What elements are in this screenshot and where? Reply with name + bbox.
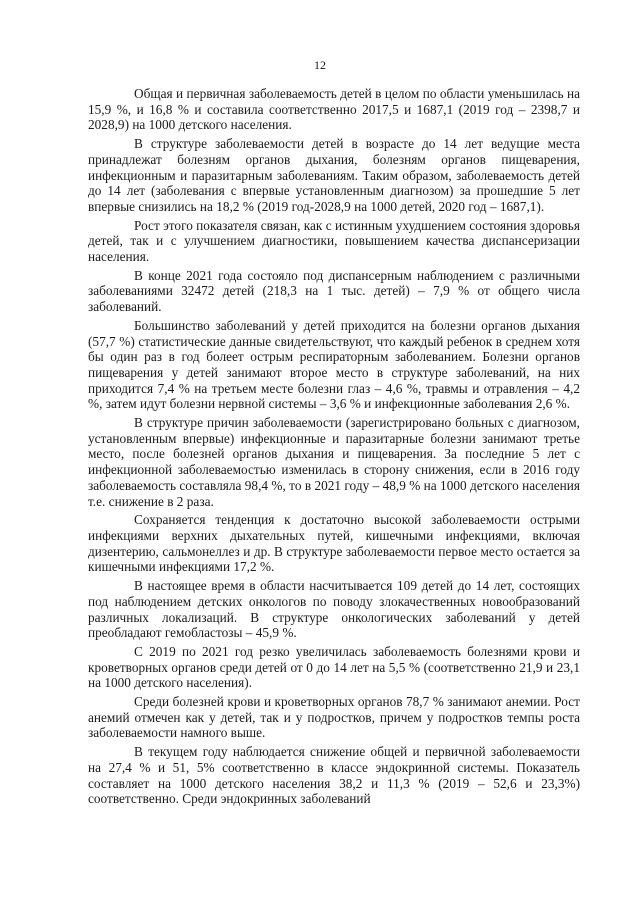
paragraph: В настоящее время в области насчитывается 109 детей до 14 лет, состоящих под наблюдением детских онкологов по поводу злокачественных новообразований различных локализаций. В структуре онкологических заболеваний у детей преобладают гемобластозы – 45,9 %. — [88, 578, 580, 641]
paragraph: Рост этого показателя связан, как с истинным ухудшением состояния здоровья детей, так и с улучшением диагностики, повышением качества диспансеризации населения. — [88, 217, 580, 265]
body-text — [88, 86, 580, 810]
paragraph: Среди болезней крови и кроветворных органов 78,7 % занимают анемии. Рост анемий отмечен как у детей, так и у подростков, причем у подростков темпы роста заболеваемости намного выше. — [88, 694, 580, 741]
paragraph: В структуре заболеваемости детей в возрасте до 14 лет ведущие места принадлежат болезням органов дыхания, болезням органов пищеварения, инфекционным и паразитарным заболеваниям. Таким образом, заболеваемость детей до 14 лет (заболевания с впервые установленным диагнозом) за прошедшие 5 лет впервые снизились на 18,2 % (2019 год-2028,9 на 1000 детей, 2020 год – 1687,1). — [88, 136, 580, 214]
paragraph: С 2019 по 2021 год резко увеличилась заболеваемость болезнями крови и кроветворных органов среди детей от 0 до 14 лет на 5,5 % (соответственно 21,9 и 23,1 на 1000 детского населения). — [88, 643, 580, 691]
page-number: 12 — [314, 58, 326, 72]
paragraph: Большинство заболеваний у детей приходится на болезни органов дыхания (57,7 %) статистические данные свидетельствуют, что каждый ребенок в среднем хотя бы один раз в год болеет острым респираторным заболеванием. Болезни органов пищеварения у детей занимают второе место в структуре заболеваний, на них приходится 7,4 % на третьем месте болезни глаз – 4,6 %, травмы и отравления – 4,2 %, затем идут болезни нервной системы – 3,6 % и инфекционные заболевания 2,6 %. — [88, 317, 580, 412]
paragraph: В конце 2021 года состояло под диспансерным наблюдением с различными заболеваниями 32472 детей (218,3 на 1 тыс. детей) – 7,9 % от общего числа заболеваний. — [88, 267, 580, 315]
paragraph: Сохраняется тенденция к достаточно высокой заболеваемости острыми инфекциями верхних дыхательных путей, кишечными инфекциями, включая дизентерию, сальмонеллез и др. В структуре заболеваемости первое место остается за кишечными инфекциями 17,2 %. — [88, 512, 580, 575]
paragraph: В структуре причин заболеваемости (зарегистрировано больных с диагнозом, установленным впервые) инфекционные и паразитарные болезни занимают третье место, после болезней органов дыхания и пищеварения. За последние 5 лет с инфекционной заболеваемостью изменилась в сторону снижения, если в 2016 году заболеваемость составляла 98,4 %, то в 2021 году – 48,9 % на 1000 детского населения т.е. снижение в 2 раза. — [88, 415, 580, 509]
paragraph: Общая и первичная заболеваемость детей в целом по области уменьшилась на 15,9 %, и 16,8 % и составила соответственно 2017,5 и 1687,1 (2019 год – 2398,7 и 2028,9) на 1000 детского населения. — [88, 86, 580, 133]
paragraph: В текущем году наблюдается снижение общей и первичной заболеваемости на 27,4 % и 51, 5% соответственно в классе эндокринной системы. Показатель составляет на 1000 детского населения 38,2 и 11,3 % (2019 – 52,6 и 23,3%) соответственно. Среди эндокринных заболеваний — [88, 744, 580, 807]
